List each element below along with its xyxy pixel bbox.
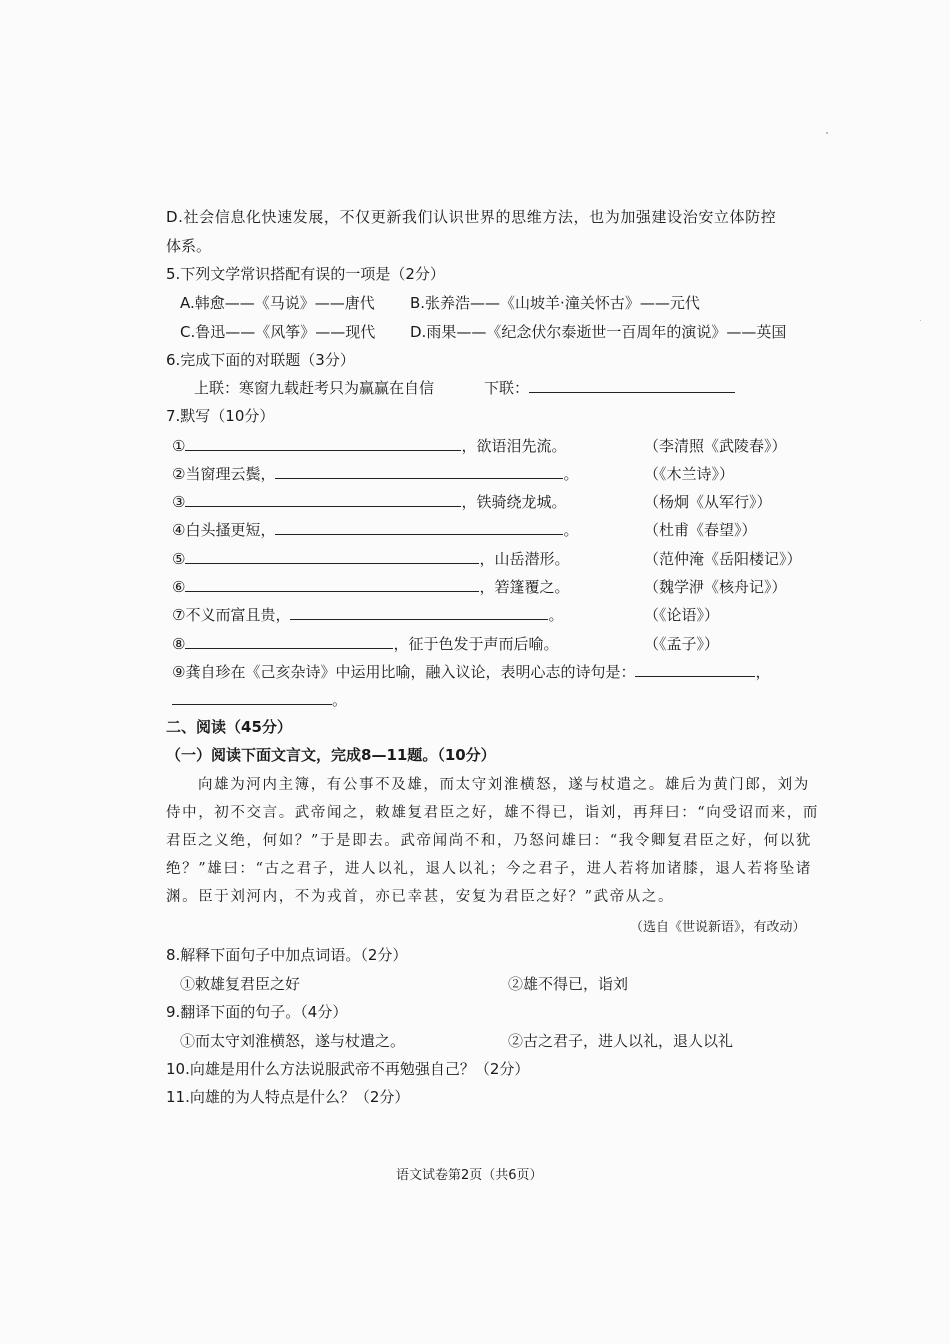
- q7-item-2-number: ②: [172, 465, 186, 483]
- q7-item-7-source: （《论语》）: [644, 606, 720, 624]
- q9-sentence-1: ①而太守刘淮横怒，遂与杖遣之。: [180, 1032, 406, 1050]
- q7-item-3-number: ③: [172, 493, 186, 511]
- q7-item-3-source: （杨炯《从军行》）: [644, 493, 772, 511]
- q7-item-7-blank[interactable]: [290, 605, 548, 620]
- q7-item-4-blank[interactable]: [275, 520, 563, 535]
- q6-lower-couplet: [484, 378, 735, 398]
- q5-option-b: B.张养浩——《山坡羊·潼关怀古》——元代: [410, 294, 700, 312]
- classical-passage: [166, 771, 820, 911]
- q10-stem: 10.向雄是用什么方法说服武帝不再勉强自己？（2分）: [166, 1060, 530, 1078]
- q7-item-7-text: 。: [548, 606, 564, 624]
- q6-lower-label: 下联：: [484, 379, 530, 397]
- q7-item-3-blank[interactable]: [185, 492, 461, 507]
- q7-item-1-number: ①: [172, 437, 186, 455]
- q7-stem: 7.默写（10分）: [166, 407, 275, 425]
- q8-stem: 8.解释下面句子中加点词语。（2分）: [166, 946, 408, 964]
- q9-stem: 9.翻译下面的句子。（4分）: [166, 1003, 348, 1021]
- q11-stem: 11.向雄的为人特点是什么？（2分）: [166, 1088, 410, 1106]
- q7-item-8-number: ⑧: [172, 635, 186, 653]
- q5-stem: 5.下列文学常识搭配有误的一项是（2分）: [166, 265, 445, 283]
- q7-item-9-blank-1[interactable]: [635, 662, 755, 677]
- passage-line-5: 渊。臣于刘河内，不为戎首，亦已幸甚，安复为君臣之好？”武帝从之。: [166, 889, 675, 905]
- q5-option-d: D.雨果——《纪念伏尔泰逝世一百周年的演说》——英国: [410, 323, 787, 341]
- q9-sentence-2: ②古之君子，进人以礼，退人以礼: [508, 1032, 734, 1050]
- passage-line-2: 侍中，初不交言。武帝闻之，敕雄复君臣之好，雄不得已，诣刘，再拜曰：“向受诏而来，而: [166, 805, 820, 821]
- q7-item-1-source: （李清照《武陵春》）: [644, 437, 787, 455]
- q5-option-a: A.韩愈——《马说》——唐代: [180, 294, 375, 312]
- q7-item-2-prefix: 当窗理云鬓，: [185, 465, 276, 483]
- q7-item-2-source: （《木兰诗》）: [644, 465, 735, 483]
- q7-item-6-number: ⑥: [172, 578, 186, 596]
- q6-upper-couplet: 上联：寒窗九载赶考只为赢赢在自信: [194, 379, 435, 397]
- passage-line-1: 向雄为河内主簿，有公事不及雄，而太守刘淮横怒，遂与杖遣之。雄后为黄门郎，刘为: [198, 777, 810, 793]
- q7-item-4-text: 。: [563, 521, 579, 539]
- q7-item-6: [172, 577, 569, 597]
- q7-item-3: [172, 492, 566, 512]
- q5-option-c: C.鲁迅——《风筝》——现代: [180, 323, 376, 341]
- q7-item-8-text: ，征于色发于声而后喻。: [393, 635, 559, 653]
- passage-source: （选自《世说新语》，有改动）: [630, 920, 806, 935]
- q7-item-7-prefix: 不义而富且贵，: [185, 606, 291, 624]
- q7-item-9: [172, 662, 770, 682]
- q6-stem: 6.完成下面的对联题（3分）: [166, 351, 355, 369]
- q7-item-5-source: （范仲淹《岳阳楼记》）: [644, 550, 802, 568]
- q7-item-4-number: ④: [172, 521, 186, 539]
- q7-item-1: [172, 436, 566, 456]
- q7-item-5-text: ，山岳潜形。: [479, 550, 570, 568]
- q7-item-8-blank[interactable]: [185, 634, 393, 649]
- page-footer: 语文试卷第2页（共6页）: [396, 1168, 543, 1183]
- q7-item-9-comma: ，: [755, 663, 771, 681]
- q4-option-d-line1: D.社会信息化快速发展，不仅更新我们认识世界的思维方法，也为加强建设治安立体防控: [166, 208, 777, 226]
- q7-item-2-blank[interactable]: [275, 464, 563, 479]
- section-2-part-1-title: （一）阅读下面文言文，完成8—11题。（10分）: [166, 746, 496, 764]
- q7-item-4: [172, 520, 578, 540]
- q4-option-d-line2: 体系。: [166, 237, 212, 255]
- q7-item-6-source: （魏学洢《核舟记》）: [644, 578, 787, 596]
- q7-item-9-line2: [172, 690, 347, 710]
- q7-item-5-number: ⑤: [172, 550, 186, 568]
- q7-item-9-end: 。: [332, 691, 348, 709]
- q7-item-2: [172, 464, 578, 484]
- scan-speck: [920, 320, 921, 321]
- q7-item-9-blank-2[interactable]: [172, 690, 332, 705]
- q7-item-1-text: ，欲语泪先流。: [461, 437, 567, 455]
- q7-item-9-text: ⑨龚自珍在《己亥杂诗》中运用比喻，融入议论，表明心志的诗句是：: [172, 663, 636, 681]
- q7-item-7-number: ⑦: [172, 606, 186, 624]
- passage-line-4: 绝？”雄曰：“古之君子，进人以礼，退人以礼；今之君子，进人若将加诸膝，退人若将坠诸: [166, 861, 812, 877]
- section-2-title: 二、阅读（45分）: [166, 718, 292, 736]
- q7-item-8: [172, 634, 558, 654]
- q7-item-1-blank[interactable]: [185, 436, 461, 451]
- q8-sentence-1: ①敕雄复君臣之好: [180, 975, 301, 993]
- q7-item-3-text: ，铁骑绕龙城。: [461, 493, 567, 511]
- q7-item-4-source: （杜甫《春望》）: [644, 521, 757, 539]
- q7-item-7: [172, 605, 563, 625]
- q6-answer-blank[interactable]: [529, 378, 735, 393]
- q7-item-6-text: ，箬篷覆之。: [479, 578, 570, 596]
- q8-sentence-2: ②雄不得已，诣刘: [508, 975, 629, 993]
- scan-speck: [826, 132, 828, 134]
- q7-item-5: [172, 549, 569, 569]
- q7-item-8-source: （《孟子》）: [644, 635, 720, 653]
- q7-item-2-text: 。: [563, 465, 579, 483]
- q7-item-5-blank[interactable]: [185, 549, 479, 564]
- q7-item-4-prefix: 白头搔更短，: [185, 521, 276, 539]
- passage-line-3: 君臣之义绝，何如？”于是即去。武帝闻尚不和，乃怒问雄曰：“我令卿复君臣之好，何以犹: [166, 833, 812, 849]
- q7-item-6-blank[interactable]: [185, 577, 479, 592]
